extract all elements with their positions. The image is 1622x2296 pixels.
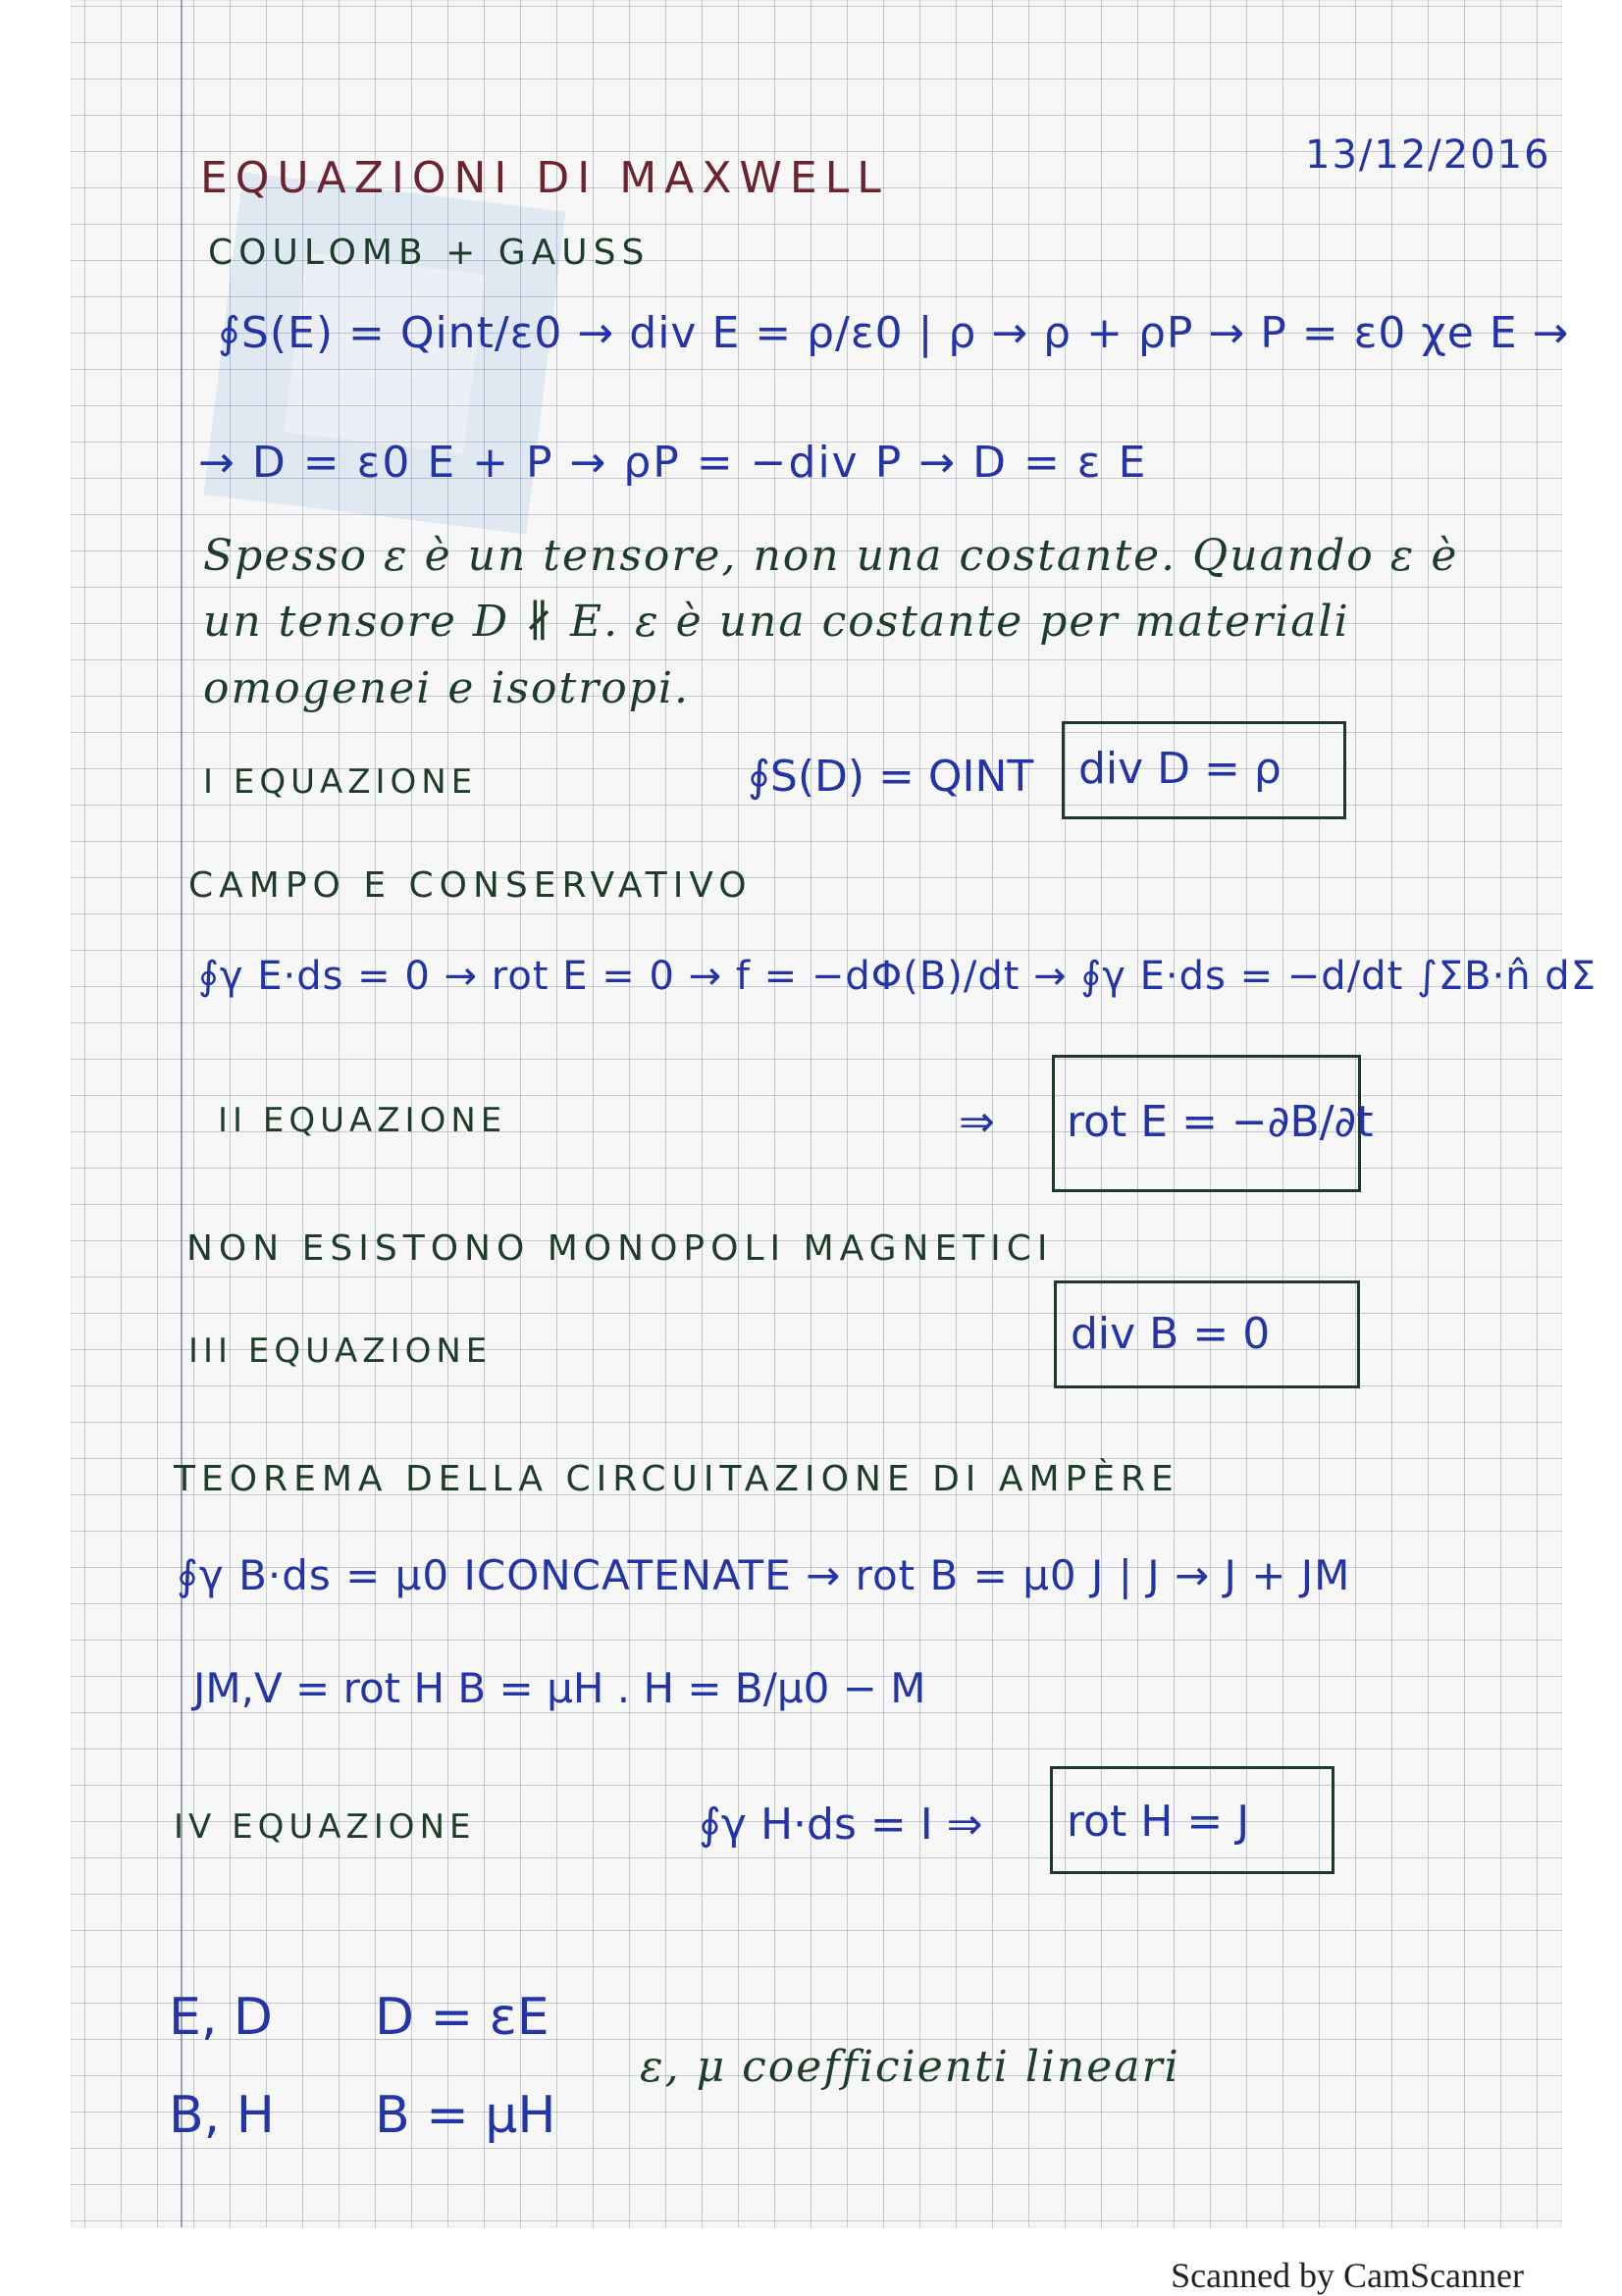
section-heading-conservative: CAMPO E CONSERVATIVO (188, 865, 753, 906)
note-line-2: un tensore D ∦ E. ε è una costante per materiali (203, 597, 1350, 647)
boxed-equation-2: rot E = −∂B/∂t (1067, 1097, 1374, 1147)
note-line-1: Spesso ε è un tensore, non una costante. Quando ε è (203, 531, 1459, 581)
page-date: 13/12/2016 (1305, 132, 1551, 178)
equation-line-displacement: → D = ε0 E + P → ρP = −div P → D = ε E (198, 438, 1148, 488)
summary-pair-electric: E, D (169, 1988, 273, 2047)
equation-line-ampere: ∮γ B·ds = μ0 ICONCATENATE → rot B = μ0 J | J → J + JM (177, 1551, 1351, 1599)
summary-relation-magnetic: B = μH (375, 2086, 556, 2145)
section-heading-ampere: TEOREMA DELLA CIRCUITAZIONE DI AMPÈRE (174, 1459, 1179, 1499)
equation-label-3: III EQUAZIONE (188, 1331, 493, 1371)
equation-line-magnetization: JM,V = rot H B = μH . H = B/μ0 − M (193, 1664, 926, 1712)
implies-arrow: ⇒ (959, 1097, 995, 1147)
equation-box-4 (1050, 1766, 1334, 1874)
page-title: EQUAZIONI DI MAXWELL (200, 153, 889, 203)
equation-box-3 (1054, 1280, 1360, 1388)
section-heading-monopoles: NON ESISTONO MONOPOLI MAGNETICI (186, 1228, 1054, 1269)
boxed-equation-3: div B = 0 (1071, 1309, 1271, 1359)
summary-relation-electric: D = εE (375, 1988, 549, 2047)
equation-integral-1: ∮S(D) = QINT (748, 752, 1034, 802)
boxed-equation-1: div D = ρ (1078, 744, 1282, 794)
summary-note: ε, μ coefficienti lineari (640, 2042, 1180, 2092)
equation-label-2: II EQUAZIONE (218, 1101, 507, 1140)
equation-label-4: IV EQUAZIONE (174, 1807, 476, 1847)
equation-line-faraday: ∮γ E·ds = 0 → rot E = 0 → f = −dΦ(B)/dt → ∮γ E·ds = −d/dt ∫ΣB·n̂ dΣ (198, 954, 1596, 999)
equation-box-1 (1062, 721, 1346, 819)
boxed-equation-4: rot H = J (1067, 1797, 1250, 1847)
equation-line-gauss: ∮S(E) = Qint/ε0 → div E = ρ/ε0 | ρ → ρ + ρP → P = ε0 χe E → (218, 308, 1570, 358)
equation-box-2 (1052, 1055, 1374, 1192)
scanner-footer: Scanned by CamScanner (1171, 2256, 1524, 2295)
notebook-page (71, 0, 1596, 2227)
section-heading-coulomb: COULOMB + GAUSS (208, 233, 651, 273)
summary-pair-magnetic: B, H (169, 2086, 275, 2145)
note-line-3: omogenei e isotropi. (203, 663, 690, 713)
margin-line (181, 0, 183, 2227)
equation-label-1: I EQUAZIONE (203, 762, 478, 802)
equation-integral-4: ∮γ H·ds = I ⇒ (699, 1800, 983, 1850)
